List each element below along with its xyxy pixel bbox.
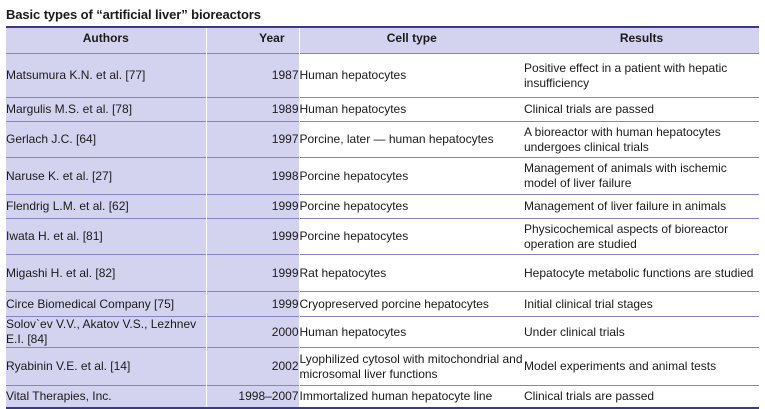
table-row: [6, 219, 759, 255]
table-row: [6, 122, 759, 158]
cell-results: Management of animals with ischemic model of liver failure: [524, 158, 759, 195]
cell-cell-type: Porcine hepatocytes: [299, 219, 524, 255]
cell-cell-type: Human hepatocytes: [299, 54, 524, 98]
table-row: [6, 386, 759, 408]
cell-results: Management of liver failure in animals: [524, 195, 759, 219]
table-row: [6, 348, 759, 386]
cell-year: 2000: [206, 317, 299, 348]
cell-cell-type: Rat hepatocytes: [299, 255, 524, 292]
bioreactor-table: [6, 26, 759, 409]
cell-year: 2002: [206, 348, 299, 386]
header-authors: Authors: [6, 27, 206, 54]
table-row: [6, 317, 759, 348]
table-row: [6, 98, 759, 122]
cell-authors: Flendrig L.M. et al. [62]: [6, 195, 206, 219]
cell-year: 1989: [206, 98, 299, 122]
table-row: [6, 54, 759, 98]
cell-year: 1999: [206, 195, 299, 219]
cell-cell-type: Lyophilized cytosol with mitochondrial and microsomal liver functions: [299, 348, 524, 386]
cell-authors: Margulis M.S. et al. [78]: [6, 98, 206, 122]
table-row: [6, 255, 759, 292]
cell-authors: Matsumura K.N. et al. [77]: [6, 54, 206, 98]
cell-authors: Vital Therapies, Inc.: [6, 386, 206, 408]
table-row: [6, 195, 759, 219]
table-title: Basic types of “artificial liver” bioreactors: [6, 7, 261, 22]
cell-cell-type: Immortalized human hepatocyte line: [299, 386, 524, 408]
cell-authors: Naruse K. et al. [27]: [6, 158, 206, 195]
cell-cell-type: Porcine, later — human hepatocytes: [299, 122, 524, 158]
cell-authors: Circe Biomedical Company [75]: [6, 292, 206, 317]
cell-year: 1987: [206, 54, 299, 98]
cell-cell-type: Porcine hepatocytes: [299, 195, 524, 219]
cell-cell-type: Porcine hepatocytes: [299, 158, 524, 195]
cell-year: 1998–2007: [206, 386, 299, 408]
cell-results: Model experiments and animal tests: [524, 348, 759, 386]
cell-authors: Migashi H. et al. [82]: [6, 255, 206, 292]
cell-results: Initial clinical trial stages: [524, 292, 759, 317]
cell-authors: Ryabinin V.E. et al. [14]: [6, 348, 206, 386]
cell-results: Under clinical trials: [524, 317, 759, 348]
cell-year: 1997: [206, 122, 299, 158]
table-row: [6, 158, 759, 195]
cell-year: 1999: [206, 255, 299, 292]
cell-year: 1999: [206, 292, 299, 317]
cell-results: Hepatocyte metabolic functions are studied: [524, 255, 759, 292]
header-row: [6, 27, 759, 54]
cell-cell-type: Cryopreserved porcine hepatocytes: [299, 292, 524, 317]
cell-authors: Iwata H. et al. [81]: [6, 219, 206, 255]
header-results: Results: [524, 27, 759, 54]
cell-results: Physicochemical aspects of bioreactor operation are studied: [524, 219, 759, 255]
cell-results: Positive effect in a patient with hepatic insufficiency: [524, 54, 759, 98]
cell-authors: Gerlach J.C. [64]: [6, 122, 206, 158]
header-cell-type: Cell type: [299, 27, 524, 54]
cell-cell-type: Human hepatocytes: [299, 317, 524, 348]
cell-cell-type: Human hepatocytes: [299, 98, 524, 122]
cell-results: Clinical trials are passed: [524, 98, 759, 122]
table-row: [6, 292, 759, 317]
cell-results: Clinical trials are passed: [524, 386, 759, 408]
cell-year: 1998: [206, 158, 299, 195]
cell-year: 1999: [206, 219, 299, 255]
cell-results: A bioreactor with human hepatocytes undergoes clinical trials: [524, 122, 759, 158]
header-year: Year: [206, 27, 299, 54]
cell-authors: Solov`ev V.V., Akatov V.S., Lezhnev E.I. [84]: [6, 317, 206, 348]
